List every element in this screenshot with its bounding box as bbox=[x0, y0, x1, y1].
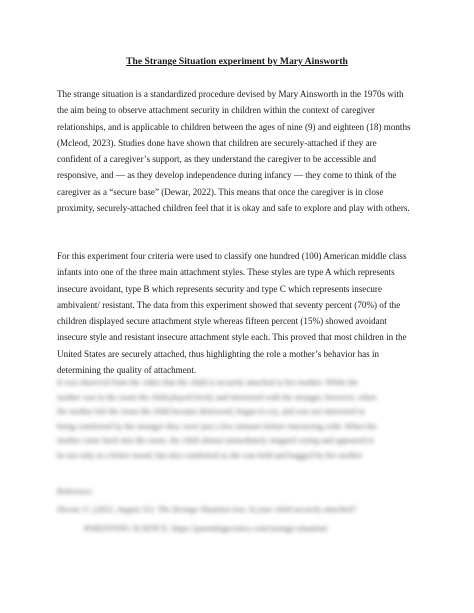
page-title: The Strange Situation experiment by Mary Ainsworth bbox=[126, 56, 348, 67]
paragraph-line: caregiver as a “secure base” (Dewar, 2022). This means that once the caregiver is in close bbox=[57, 186, 384, 197]
paragraph-line: (Mcleod, 2023). Studies done have shown that children are securely-attached if they are bbox=[57, 137, 377, 148]
paragraph-line: the aim being to observe attachment security in children within the context of caregiver bbox=[57, 105, 375, 116]
paragraph-line: insecure avoidant, type B which represents security and type C which represents insecure bbox=[57, 283, 382, 294]
references-heading: Reference: bbox=[57, 487, 94, 496]
paragraph-line: United States are securely attached, thus highlighting the role a mother’s behavior has in bbox=[57, 348, 380, 359]
paragraph-line: proximity, securely-attached children feel that it is okay and safe to explore and play with others. bbox=[57, 203, 410, 214]
reference-entry-continuation: PARENTING SCIENCE. https://parentingscience.com/strange-situation/ bbox=[84, 524, 329, 533]
paragraph-line: determining the quality of attachment. bbox=[57, 365, 197, 376]
paragraph-experiment bbox=[57, 248, 427, 378]
paragraph-line: relationships, and is applicable to children between the ages of nine (9) and eighteen (18) months bbox=[57, 121, 411, 132]
paragraph-line: being comforted by the stranger they were just a few minutes before interacting with. When the bbox=[57, 421, 377, 431]
reference-entry: Dewar, G. (2022, August 31). The Strange Situation test: Is your child securely attached? bbox=[57, 505, 357, 514]
paragraph-line: be not only in a better mood, but also comforted as she was held and hugged by her mother bbox=[57, 450, 363, 460]
paragraph-line: infants into one of the three main attachment styles. These styles are type A which represents bbox=[57, 267, 395, 278]
paragraph-line: It was observed from the video that the child is securely attached to her mother. While the bbox=[57, 378, 359, 387]
paragraph-observation-blurred bbox=[57, 376, 427, 464]
paragraph-line: children displayed secure attachment style whereas fifteen percent (15%) showed avoidant bbox=[57, 316, 387, 327]
paragraph-line: ambivalent/ resistant. The data from this experiment showed that seventy percent (70%) of the bbox=[57, 299, 401, 310]
paragraph-line: confident of a caregiver’s support, as they understand the caregiver to be accessible and bbox=[57, 154, 376, 165]
paragraph-line: The strange situation is a standardized procedure devised by Mary Ainsworth in the 1970s with bbox=[57, 89, 404, 99]
paragraph-line: For this experiment four criteria were used to classify one hundred (100) American middle class bbox=[57, 251, 407, 261]
paragraph-line: mother was in the room the child played freely and interacted with the stranger, however, when bbox=[57, 392, 377, 402]
paragraph-intro bbox=[57, 86, 427, 216]
paragraph-line: insecure style and resistant insecure attachment style each. This proved that most children in the bbox=[57, 332, 407, 343]
paragraph-line: mother came back into the room, the child almost immediately stopped crying and appeared to bbox=[57, 436, 374, 446]
paragraph-line: the mother left the room the child became distressed, began to cry, and was not interested in bbox=[57, 407, 365, 417]
paragraph-line: responsive, and — as they develop independence during infancy — they come to think of the bbox=[57, 170, 397, 181]
